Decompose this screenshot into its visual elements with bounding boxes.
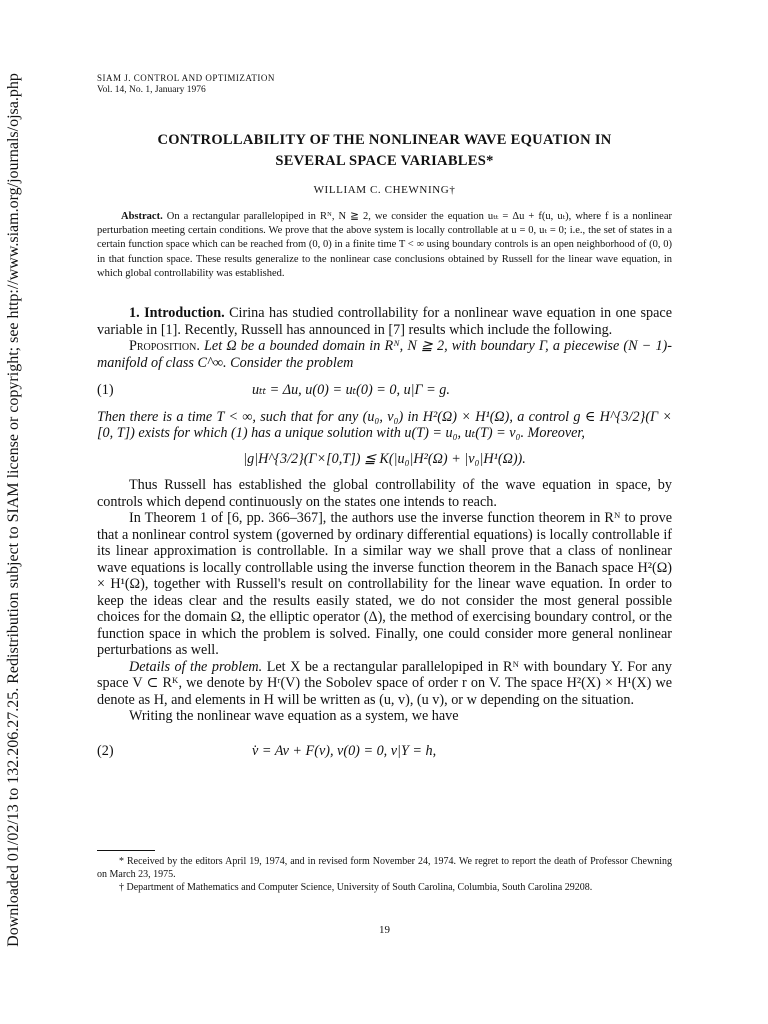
- footnote-1: * Received by the editors April 19, 1974, and in revised form November 24, 1974. We regret to report the death of Professor Chewning on March 23, 1975.: [97, 856, 672, 880]
- estimate-equation: |g|H^{3/2}(Γ×[0,T]) ≦ K(|u₀|H²(Ω) + |v₀|H¹(Ω)).: [243, 450, 526, 467]
- footnote-2: † Department of Mathematics and Computer Science, University of South Carolina, Columbia, South Carolina 29208.: [119, 882, 593, 893]
- equation-1-number: (1): [97, 382, 114, 398]
- abstract: [97, 210, 672, 281]
- equation-1: [97, 382, 672, 399]
- footnotes: [97, 855, 672, 894]
- author: WILLIAM C. CHEWNING†: [313, 184, 456, 196]
- footnote-rule: [97, 850, 155, 851]
- journal-name: SIAM J. CONTROL AND OPTIMIZATION: [97, 73, 275, 83]
- journal-volume: Vol. 14, No. 1, January 1976: [97, 85, 206, 95]
- abstract-label: Abstract.: [121, 211, 163, 222]
- paragraph-1: Thus Russell has established the global controllability of the wave equation in space, by controls which depend continuously on the states one intends to reach.: [97, 477, 672, 510]
- proposition-text: Let Ω be a bounded domain in Rᴺ, N ≧ 2, with boundary Γ, a piecewise (N − 1)-manifold of class C^∞. Consider the problem: [97, 338, 673, 371]
- title-line-1: CONTROLLABILITY OF THE NONLINEAR WAVE EQUATION IN: [157, 132, 612, 148]
- page-number: 19: [379, 924, 390, 936]
- section-heading: 1. Introduction.: [129, 305, 225, 321]
- abstract-text: On a rectangular parallelopiped in Rᴺ, N ≧ 2, we consider the equation uₜₜ = Δu + f(u, uₜ), where f is a nonlinear perturbation meeting certain conditions. We prove that the above system is locally controllable at u = 0, uₜ = 0; i.e., the set of states in a certain function space which can be reached from (0, 0) in a finite time T < ∞ using boundary controls is an open neighborhood of (0, 0) in that function space. These results generalize to the nonlinear case conclusions obtained by Russell for the linear wave equation, in which global controllability was established.: [97, 211, 673, 279]
- intro-text: Cirina has studied controllability for a nonlinear wave equation in one space variable in [1]. Recently, Russell has announced in [7] results which include the following.: [97, 305, 673, 338]
- paragraph-3: [97, 659, 672, 709]
- paragraph-3-label: Details of the problem.: [129, 658, 263, 675]
- equation-1-text: uₜₜ = Δu, u(0) = uₜ(0) = 0, u|Γ = g.: [252, 382, 450, 398]
- paragraph-2: In Theorem 1 of [6, pp. 366–367], the authors use the inverse function theorem in Rᴺ to prove that a nonlinear control system (governed by ordinary differential equations) is locally controllable if its linear approximation is controllable. In a similar way we shall prove that a class of nonlinear wave equations is locally controllable using the inverse function theorem in the Banach space H²(Ω) × H¹(Ω), together with Russell's result on controllability for the linear wave equation. In order to keep the ideas clear and the results easily stated, we do not consider the most general possible choices for the domain Ω, the elliptic operator (Δ), the method of exercising boundary control, or the function space in which the problem is solved. Finally, one could consider more general nonlinear perturbations as well.: [97, 510, 672, 658]
- equation-2: [97, 743, 672, 760]
- body-text: [97, 305, 672, 769]
- paper-title: [97, 130, 672, 172]
- title-line-2: SEVERAL SPACE VARIABLES*: [275, 153, 494, 169]
- paragraph-3-text: Let X be a rectangular parallelopiped in Rᴺ with boundary Y. For any space V ⊂ Rᴷ, we denote by Hʳ(V) the Sobolev space of order r on V. The space H²(X) × H¹(X) we denote as H, and elements in H will be written as (u, v), (u v), or w depending on the situation.: [97, 658, 672, 708]
- theorem-text: Then there is a time T < ∞, such that for any (u₀, v₀) in H²(Ω) × H¹(Ω), a control g ∈ H^{3/2}(Γ × [0, T]) exists for which (1) has a unique solution with u(T) = u₀, uₜ(T) = v₀. Moreover,: [97, 408, 672, 441]
- download-notice-sidebar: [2, 73, 26, 947]
- intro-paragraph: [97, 305, 672, 338]
- proposition-paragraph: [97, 338, 672, 371]
- paragraph-4: Writing the nonlinear wave equation as a system, we have: [129, 708, 459, 724]
- download-notice: Downloaded 01/02/13 to 132.206.27.25. Redistribution subject to SIAM license or copyright; see http://www.siam.org/journals/ojsa.php: [5, 73, 22, 947]
- proposition-label: Proposition.: [129, 338, 200, 354]
- equation-2-number: (2): [97, 742, 114, 759]
- equation-2-text: v̇ = Av + F(v), v(0) = 0, v|Y = h,: [252, 742, 437, 759]
